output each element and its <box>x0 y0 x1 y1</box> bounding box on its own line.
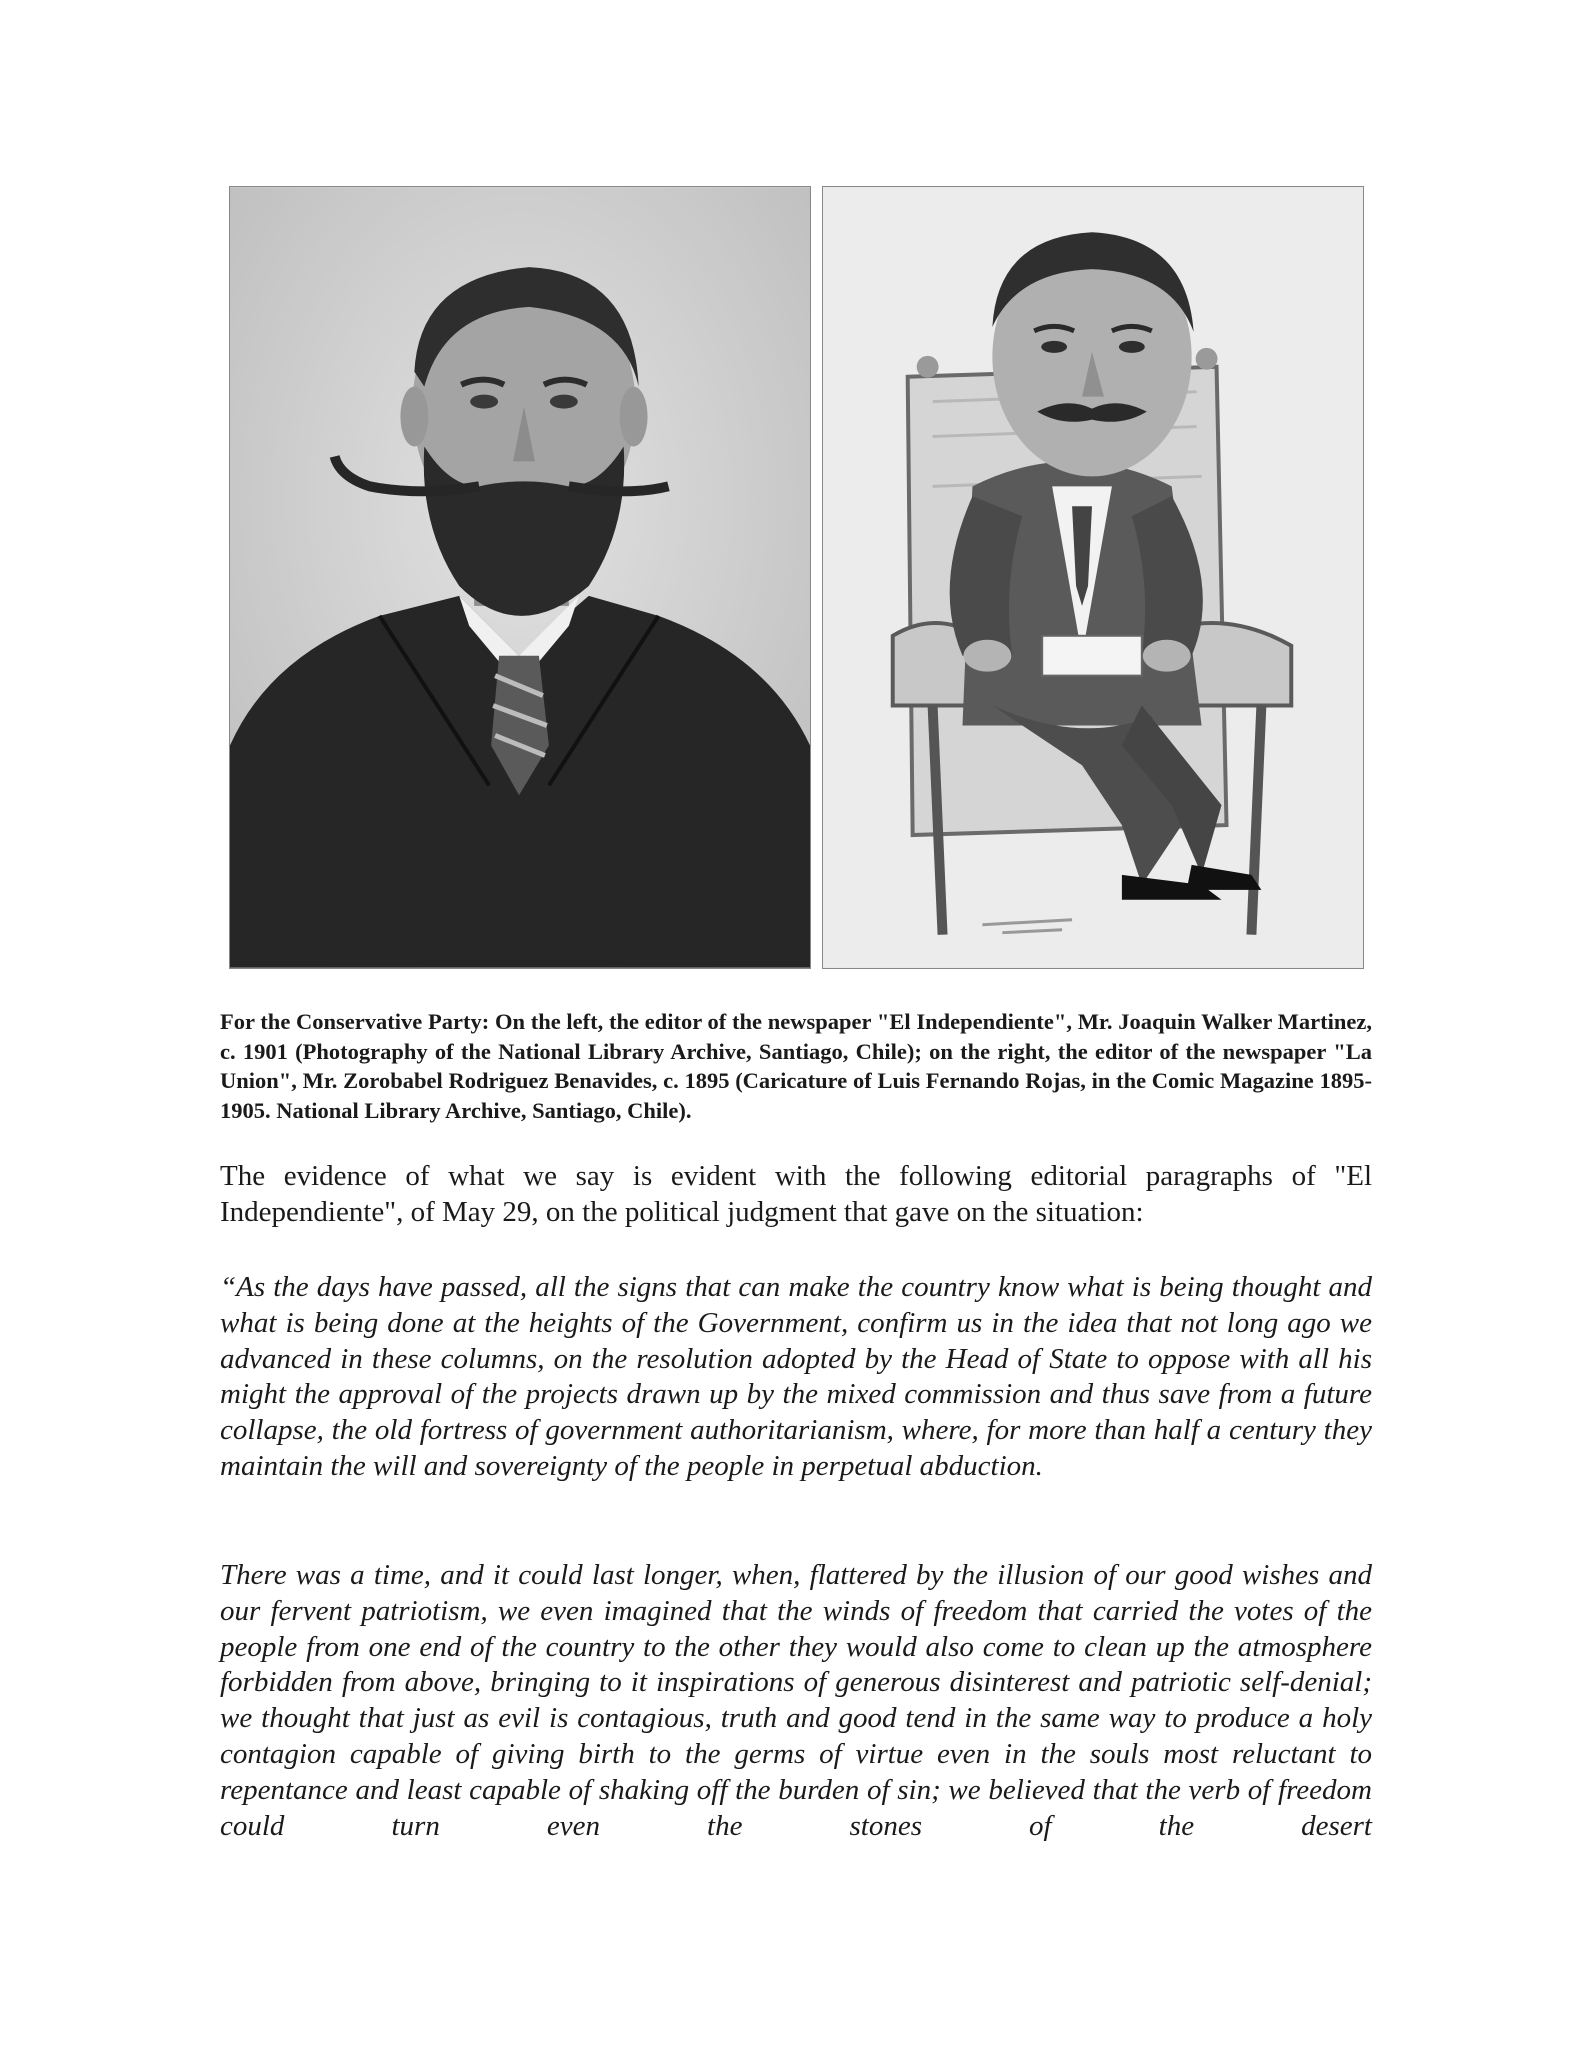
quoted-paragraph-2: There was a time, and it could last longer, when, flattered by the illusion of our good wishes and our fervent patriotism, we even imagined that the winds of freedom that carried the votes of the people from one end of the country to the other they would also come to clean up the atmosphere forbidden from above, bringing to it inspirations of generous disinterest and patriotic self-denial; we thought that just as evil is contagious, truth and good tend in the same way to produce a holy contagion capable of giving birth to the germs of virtue even in the souls most reluctant to repentance and least capable of shaking off the burden of sin; we believed that the verb of freedom could turn even the stones of the desert <box>220 1559 1372 1842</box>
portrait-walker-illustration <box>230 187 810 968</box>
portrait-photo-walker <box>229 186 811 969</box>
quoted-paragraph-1: “As the days have passed, all the signs that can make the country know what is being thought and what is being done at the heights of the Government, confirm us in the idea that not long ago we advanced in these columns, on the resolution adopted by the Head of State to oppose with all his might the approval of the projects drawn up by the mixed commission and thus save from a future collapse, the old fortress of government authoritarianism, where, for more than half a century they maintain the will and sovereignty of the people in perpetual abduction. <box>220 1271 1372 1482</box>
caricature-rodriguez-illustration <box>823 187 1363 968</box>
body-paragraph: The evidence of what we say is evident with the following editorial paragraphs of "El Independiente", of May 29, on the political judgment that gave on the situation: <box>220 1160 1372 1228</box>
caricature-rodriguez <box>822 186 1364 969</box>
figure-caption: For the Conservative Party: On the left, the editor of the newspaper "El Independiente", Mr. Joaquin Walker Martinez, c. 1901 (Photography of the National Library Archive, Santiago, Chile); on the right, the editor of the newspaper "La Union", Mr. Zorobabel Rodriguez Benavides, c. 1895 (Caricature of Luis Fernando Rojas, in the Comic Magazine 1895-1905. National Library Archive, Santiago, Chile). <box>220 1009 1372 1123</box>
